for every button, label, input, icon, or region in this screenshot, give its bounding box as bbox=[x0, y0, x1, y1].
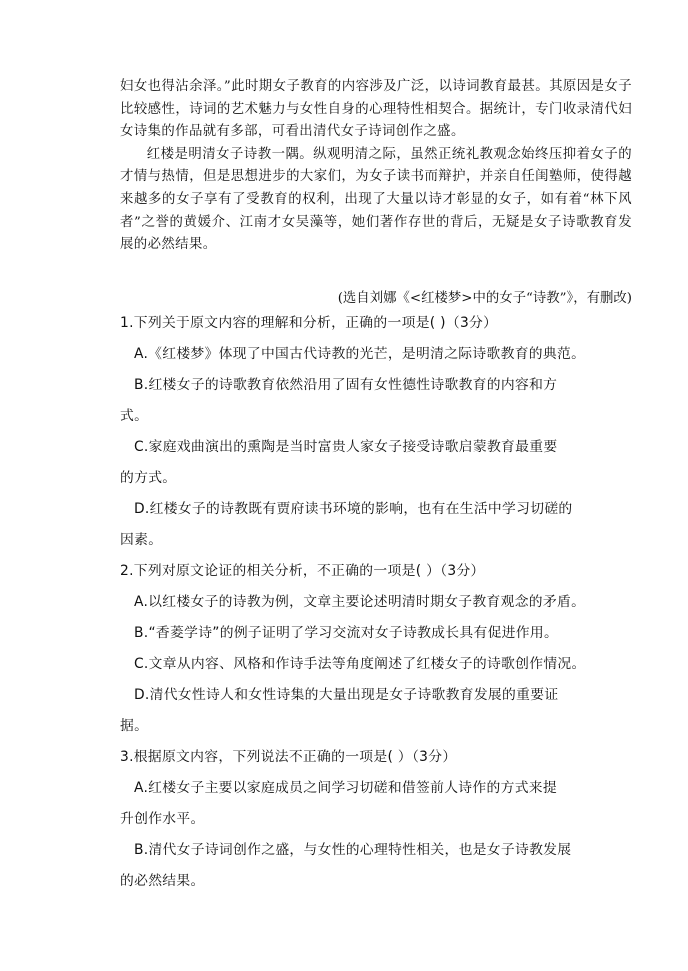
answer-option-line: B.“香菱学诗”的例子证明了学习交流对女子诗教成长具有促进作用。 bbox=[134, 625, 559, 641]
answer-option-line: C.家庭戏曲演出的熏陶是当时富贵人家女子接受诗歌启蒙教育最重要 bbox=[134, 439, 558, 455]
question-line: 2.下列对原文论证的相关分析，不正确的一项是( ）（3分） bbox=[120, 563, 485, 579]
answer-option-line: A.以红楼女子的诗教为例，文章主要论述明清时期女子教育观念的矛盾。 bbox=[134, 594, 586, 610]
question-line: 3.根据原文内容，下列说法不正确的一项是( ）（3分） bbox=[120, 749, 457, 765]
answer-option-line: A.红楼女子主要以家庭成员之间学习切磋和借签前人诗作的方式来提 bbox=[134, 780, 557, 796]
answer-option-line: D.红楼女子的诗教既有贾府读书环境的影响，也有在生活中学习切磋的 bbox=[134, 501, 573, 517]
question-line: 的必然结果。 bbox=[120, 873, 205, 889]
question-line: 1.下列关于原文内容的理解和分析，正确的一项是( )（3分） bbox=[120, 315, 498, 331]
answer-option-line: B.红楼女子的诗歌教育依然沿用了固有女性德性诗歌教育的内容和方 bbox=[134, 377, 558, 393]
question-line: 因素。 bbox=[120, 532, 163, 548]
question-line: 升创作水平。 bbox=[120, 811, 205, 827]
question-line: 据。 bbox=[120, 718, 149, 734]
answer-option-line: D.清代女性诗人和女性诗集的大量出现是女子诗歌教育发展的重要证 bbox=[134, 687, 559, 703]
passage-paragraph-2: 红楼是明清女子诗教一隅。纵观明清之际，虽然正统礼教观念始终压抑着女子的才情与热情，但是思想进步的大家们，为女子读书而辩护，并亲自任闺塾师，使得越来越多的女子享有了受教育的权利，出现了大量以诗才彰显的女子，如有着“林下风者”之誉的黄媛介、江南才女吴藻等，她们著作存世的背后，无疑是女子诗歌教育发展的必然结果。 bbox=[120, 146, 632, 253]
answer-option-line: A.《红楼梦》体现了中国古代诗教的光芒，是明清之际诗歌教育的典范。 bbox=[134, 346, 586, 362]
reading-passage bbox=[120, 76, 632, 257]
answer-option-line: B.清代女子诗词创作之盛，与女性的心理特性相关，也是女子诗教发展 bbox=[134, 842, 572, 858]
passage-source-citation: (选自刘娜《<红楼梦>中的女子“诗教”》，有删改) bbox=[337, 291, 632, 306]
question-line: 式。 bbox=[120, 408, 149, 424]
passage-paragraph-1: 妇女也得沾余泽。”此时期女子教育的内容涉及广泛，以诗词教育最甚。其原因是女子比较感性，诗词的艺术魅力与女性自身的心理特性相契合。据统计，专门收录清代妇女诗集的作品就有多部，可看出清代女子诗词创作之盛。 bbox=[120, 79, 632, 140]
question-line: 的方式。 bbox=[120, 470, 177, 486]
answer-option-line: C.文章从内容、风格和作诗手法等角度阐述了红楼女子的诗歌创作情况。 bbox=[134, 656, 586, 672]
